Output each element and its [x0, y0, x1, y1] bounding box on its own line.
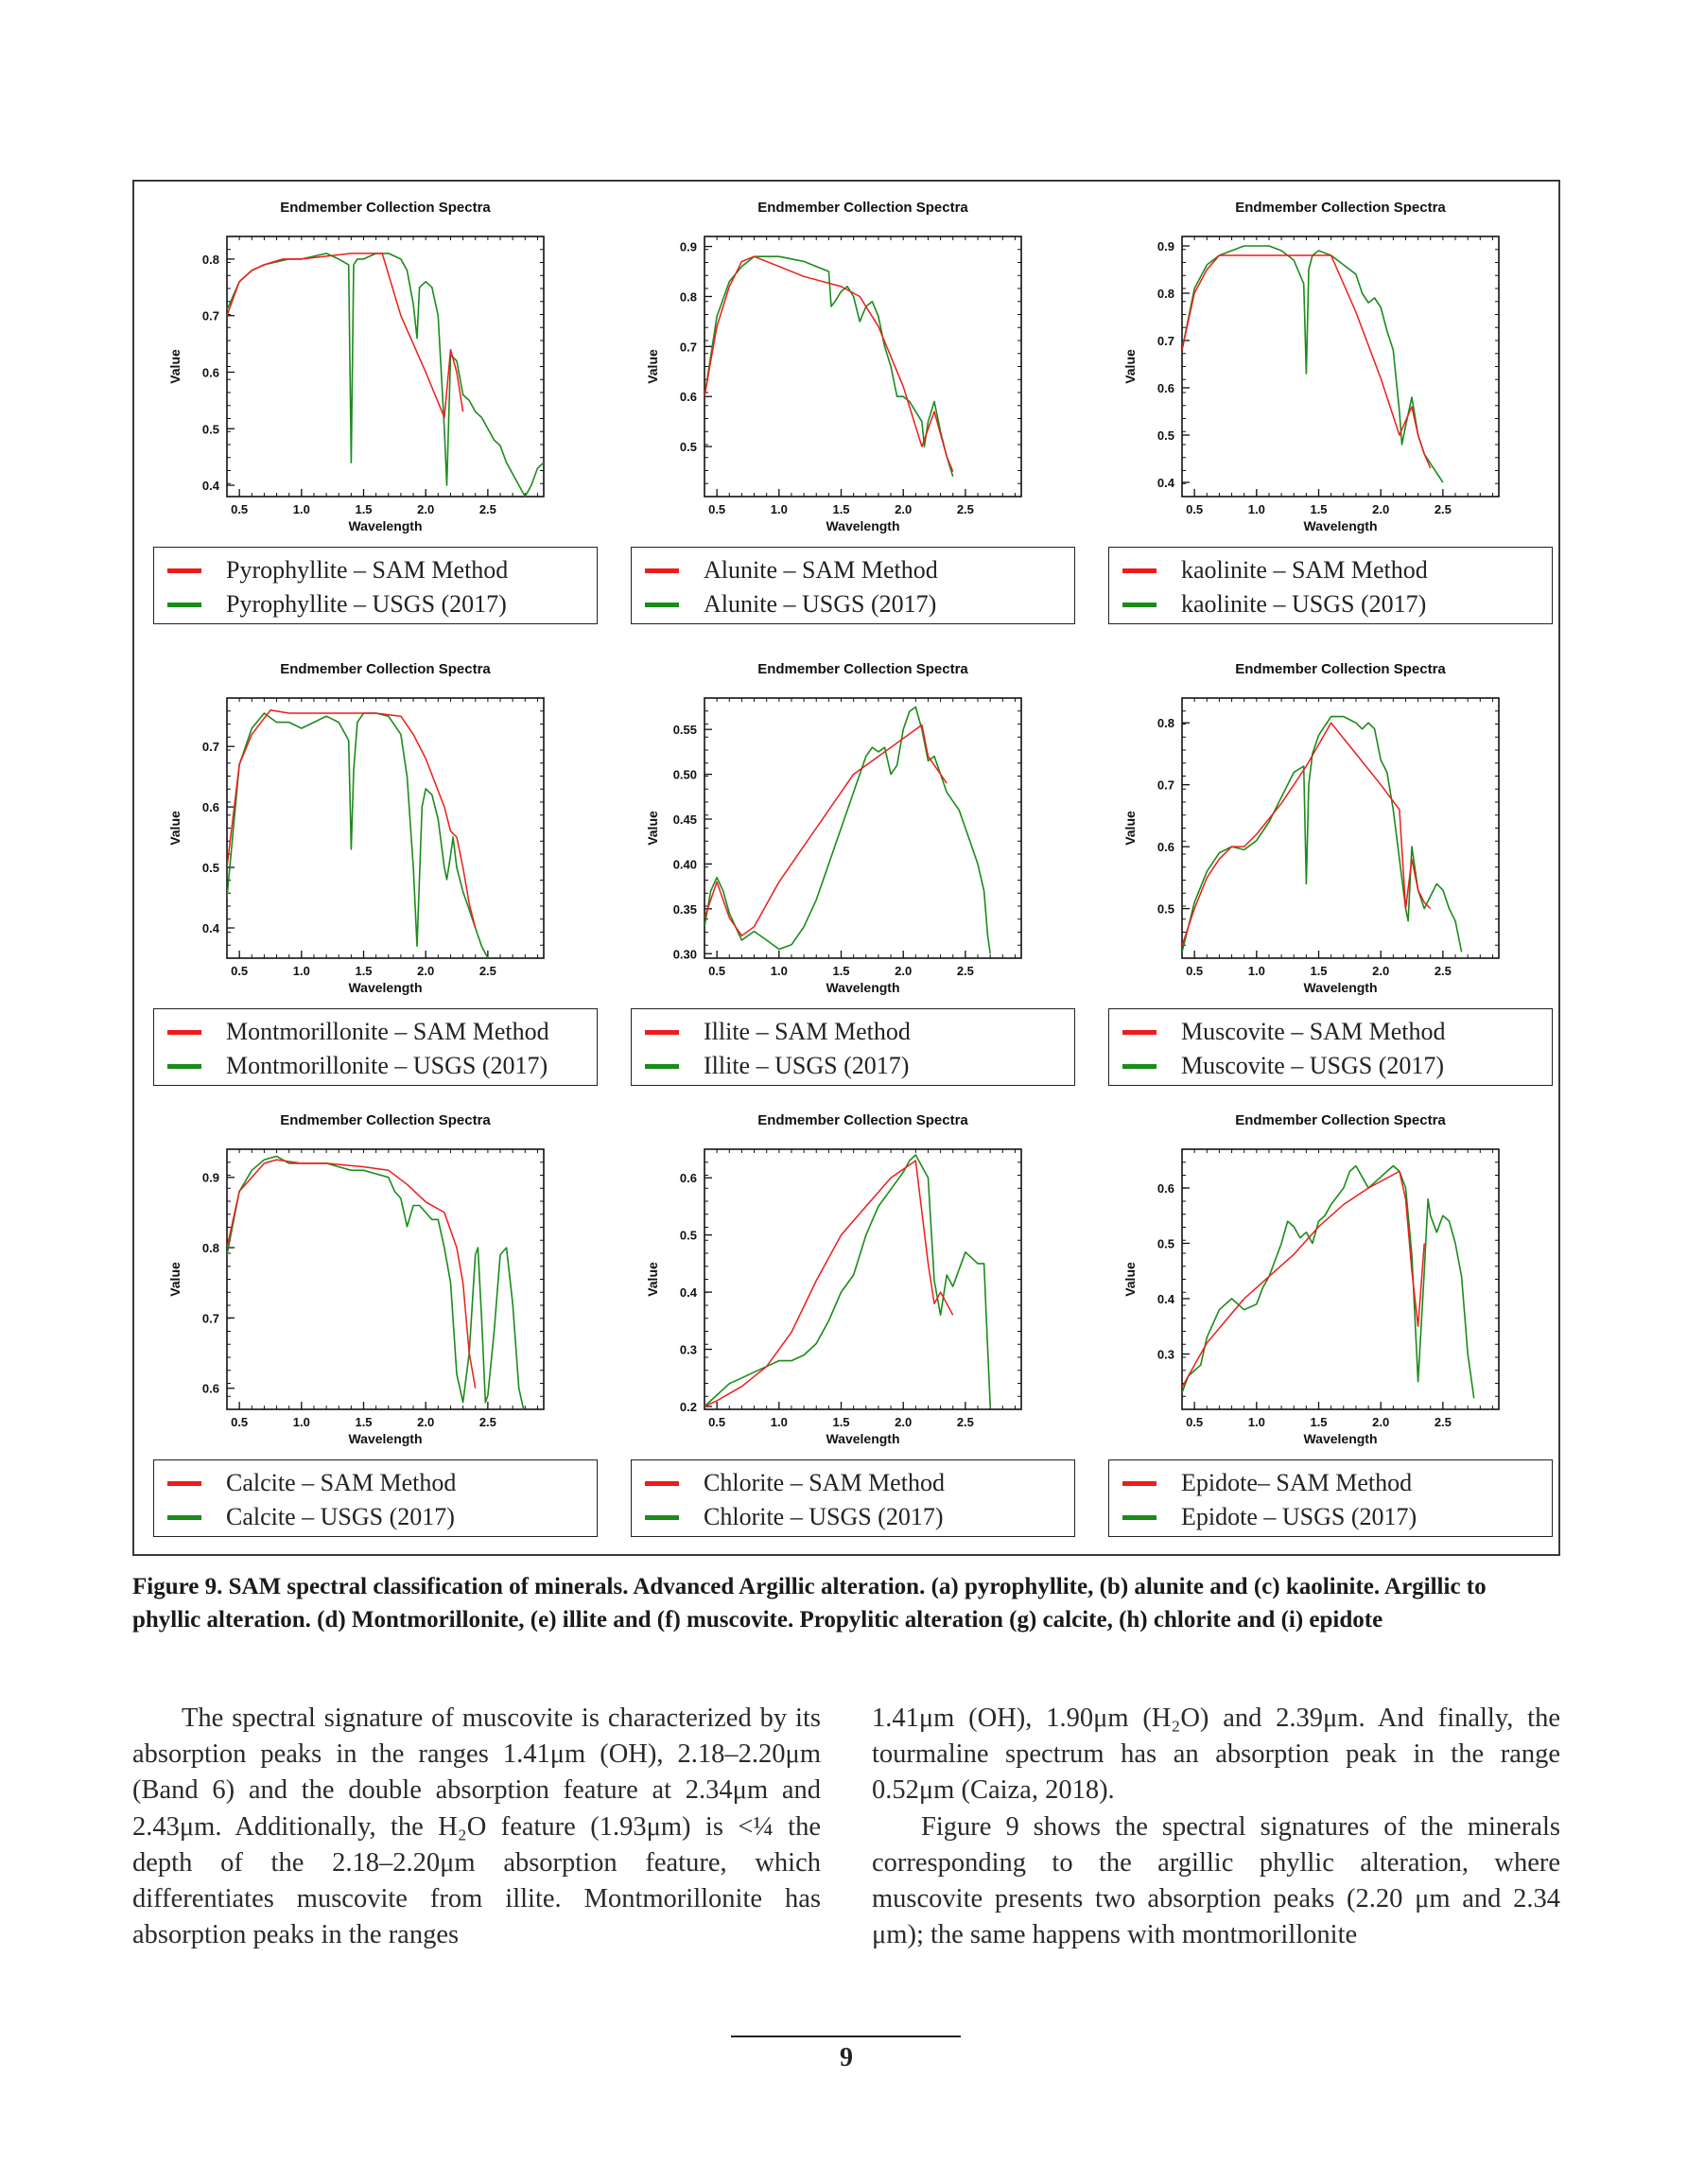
spectra-chart	[1097, 1102, 1560, 1476]
legend-entry	[632, 1500, 1074, 1534]
spectra-chart	[142, 1102, 605, 1476]
y-tick-label: 0.5	[201, 861, 219, 876]
x-tick-label: 1.0	[292, 964, 310, 978]
x-tick-label: 2.5	[1434, 964, 1452, 978]
legend-entry	[154, 1500, 597, 1534]
plot-area	[1182, 1149, 1499, 1409]
spectra-chart	[619, 651, 1083, 1024]
spectra-panel	[619, 651, 1083, 1095]
legend-label: kaolinite – SAM Method	[1181, 556, 1428, 584]
legend-label: Montmorillonite – SAM Method	[226, 1018, 549, 1045]
plot-area	[1182, 698, 1499, 958]
y-tick-label: 0.6	[201, 365, 219, 380]
y-tick-label: 0.4	[201, 921, 219, 936]
legend-swatch	[1122, 568, 1157, 573]
x-tick-label: 2.0	[1372, 502, 1390, 516]
right-paragraph-1: 1.41μm (OH), 1.90μm (H₂O) and 2.39μm. And finally, the tourmaline spectrum has an absorption peak in the range 0.52μm (Caiza, 2018).	[872, 1704, 1560, 1806]
legend-label: Alunite – USGS (2017)	[704, 590, 937, 618]
x-tick-label: 0.5	[231, 502, 249, 516]
x-tick-label: 1.0	[770, 964, 788, 978]
chart-legend	[631, 547, 1075, 624]
chart-title: Endmember Collection Spectra	[757, 661, 968, 677]
x-tick-label: 0.5	[708, 964, 726, 978]
y-axis-label: Value	[645, 349, 660, 384]
spectra-panel	[142, 1102, 605, 1546]
legend-label: Epidote – USGS (2017)	[1181, 1503, 1417, 1530]
x-axis-label: Wavelength	[1303, 1431, 1378, 1446]
page-number: 9	[840, 2043, 853, 2072]
x-tick-label: 1.5	[355, 1415, 373, 1429]
legend-label: Chlorite – USGS (2017)	[704, 1503, 944, 1530]
y-tick-label: 0.9	[679, 239, 697, 254]
y-tick-label: 0.55	[672, 723, 697, 738]
x-axis-label: Wavelength	[348, 1431, 423, 1446]
spectra-chart	[619, 189, 1083, 563]
legend-entry	[632, 587, 1074, 621]
spectra-panel	[142, 651, 605, 1095]
x-tick-label: 2.5	[956, 502, 974, 516]
legend-swatch	[645, 1481, 679, 1486]
legend-label: Calcite – USGS (2017)	[226, 1503, 455, 1530]
legend-entry	[632, 553, 1074, 587]
y-tick-label: 0.8	[679, 289, 697, 305]
y-tick-label: 0.5	[1157, 428, 1174, 443]
x-tick-label: 2.0	[1372, 1415, 1390, 1429]
x-tick-label: 0.5	[708, 1415, 726, 1429]
x-tick-label: 1.0	[1247, 964, 1265, 978]
spectra-panel	[142, 189, 605, 634]
chart-legend	[1108, 1459, 1553, 1537]
x-tick-label: 1.0	[292, 502, 310, 516]
x-axis-label: Wavelength	[1303, 518, 1378, 533]
y-tick-label: 0.5	[201, 422, 219, 437]
chart-title: Endmember Collection Spectra	[280, 661, 491, 677]
x-tick-label: 1.5	[832, 964, 850, 978]
legend-swatch	[1122, 1030, 1157, 1035]
chart-title: Endmember Collection Spectra	[1235, 200, 1446, 216]
y-tick-label: 0.9	[1157, 239, 1174, 253]
x-axis-label: Wavelength	[826, 980, 900, 995]
legend-label: Montmorillonite – USGS (2017)	[226, 1052, 548, 1079]
y-axis-label: Value	[645, 811, 660, 846]
y-tick-label: 0.5	[1157, 1236, 1174, 1251]
x-tick-label: 1.0	[770, 502, 788, 516]
legend-entry	[632, 1015, 1074, 1049]
plot-area	[227, 1149, 544, 1409]
y-tick-label: 0.30	[672, 947, 697, 962]
y-axis-label: Value	[1122, 349, 1138, 384]
x-tick-label: 2.0	[895, 1415, 913, 1429]
chart-title: Endmember Collection Spectra	[280, 200, 491, 216]
y-tick-label: 0.6	[1157, 1180, 1174, 1196]
y-tick-label: 0.8	[201, 252, 219, 267]
legend-entry	[632, 1466, 1074, 1500]
x-tick-label: 1.5	[832, 1415, 850, 1429]
legend-entry	[154, 1466, 597, 1500]
legend-swatch	[1122, 1481, 1157, 1486]
legend-entry	[154, 587, 597, 621]
x-tick-label: 2.0	[417, 1415, 435, 1429]
x-tick-label: 2.5	[478, 502, 496, 516]
spectra-panel	[1097, 189, 1560, 634]
spectra-panel	[619, 189, 1083, 634]
x-tick-label: 2.0	[417, 964, 435, 978]
spectra-panel	[1097, 1102, 1560, 1546]
y-tick-label: 0.9	[201, 1170, 219, 1185]
y-tick-label: 0.4	[1157, 476, 1174, 490]
legend-swatch	[1122, 603, 1157, 607]
y-tick-label: 0.6	[679, 1171, 697, 1186]
legend-entry	[1109, 553, 1552, 587]
figure-caption: Figure 9. SAM spectral classification of minerals. Advanced Argillic alteration. (a) pyrophyllite, (b) alunite and (c) kaolinite. Argillic to phyllic alteration. (d) Montmorillonite, (e) illite and (f) muscovite. Propylitic alteration (g) calcite, (h) chlorite and (i) epidote	[132, 1574, 1487, 1633]
x-axis-label: Wavelength	[348, 518, 423, 533]
x-axis-label: Wavelength	[1303, 980, 1378, 995]
y-tick-label: 0.35	[672, 901, 697, 917]
chart-title: Endmember Collection Spectra	[757, 1112, 968, 1128]
y-tick-label: 0.7	[679, 340, 697, 355]
y-tick-label: 0.7	[1157, 334, 1174, 348]
legend-entry	[154, 1015, 597, 1049]
plot-area	[704, 1149, 1021, 1409]
y-tick-label: 0.5	[1157, 901, 1174, 917]
plot-area	[227, 698, 544, 958]
legend-swatch	[645, 568, 679, 573]
chart-legend	[631, 1459, 1075, 1537]
x-tick-label: 2.5	[478, 1415, 496, 1429]
legend-label: Illite – USGS (2017)	[704, 1052, 910, 1079]
chart-legend	[153, 1008, 598, 1086]
legend-swatch	[1122, 1515, 1157, 1520]
chart-title: Endmember Collection Spectra	[1235, 661, 1446, 677]
legend-swatch	[1122, 1064, 1157, 1069]
legend-label: Illite – SAM Method	[704, 1018, 911, 1045]
chart-title: Endmember Collection Spectra	[757, 200, 968, 216]
y-tick-label: 0.7	[201, 1311, 219, 1326]
x-tick-label: 1.5	[1310, 1415, 1328, 1429]
spectra-panel	[619, 1102, 1083, 1546]
y-tick-label: 0.4	[679, 1285, 697, 1301]
spectra-chart	[1097, 189, 1560, 563]
legend-label: Muscovite – USGS (2017)	[1181, 1052, 1445, 1079]
legend-entry	[1109, 1500, 1552, 1534]
x-tick-label: 0.5	[708, 502, 726, 516]
y-axis-label: Value	[167, 349, 183, 384]
chart-title: Endmember Collection Spectra	[1235, 1112, 1446, 1128]
x-tick-label: 0.5	[1186, 964, 1204, 978]
y-tick-label: 0.8	[1157, 716, 1174, 731]
x-tick-label: 1.5	[1310, 964, 1328, 978]
y-tick-label: 0.5	[679, 1228, 697, 1243]
y-tick-label: 0.5	[679, 440, 697, 455]
x-tick-label: 1.0	[292, 1415, 310, 1429]
legend-entry	[1109, 1049, 1552, 1083]
x-tick-label: 1.5	[355, 964, 373, 978]
legend-entry	[1109, 1015, 1552, 1049]
x-tick-label: 2.5	[1434, 502, 1452, 516]
chart-legend	[153, 1459, 598, 1537]
x-tick-label: 1.5	[832, 502, 850, 516]
legend-label: Muscovite – SAM Method	[1181, 1018, 1446, 1045]
spectra-panel	[1097, 651, 1560, 1095]
chart-legend	[631, 1008, 1075, 1086]
legend-swatch	[167, 1064, 201, 1069]
body-right-column	[872, 1701, 1560, 1953]
legend-swatch	[645, 1030, 679, 1035]
y-tick-label: 0.6	[1157, 381, 1174, 395]
y-tick-label: 0.6	[679, 390, 697, 405]
y-axis-label: Value	[167, 811, 183, 846]
legend-label: Pyrophyllite – SAM Method	[226, 556, 509, 584]
y-tick-label: 0.7	[1157, 778, 1174, 793]
x-tick-label: 1.5	[1310, 502, 1328, 516]
chart-legend	[1108, 547, 1553, 624]
spectra-chart	[1097, 651, 1560, 1024]
footer-rule	[731, 2035, 961, 2037]
x-tick-label: 1.5	[355, 502, 373, 516]
x-tick-label: 2.0	[895, 502, 913, 516]
chart-legend	[153, 547, 598, 624]
legend-entry	[1109, 587, 1552, 621]
legend-entry	[154, 1049, 597, 1083]
y-tick-label: 0.7	[201, 740, 219, 755]
x-tick-label: 2.0	[1372, 964, 1390, 978]
legend-label: Pyrophyllite – USGS (2017)	[226, 590, 507, 618]
chart-title: Endmember Collection Spectra	[280, 1112, 491, 1128]
y-tick-label: 0.8	[201, 1241, 219, 1256]
y-axis-label: Value	[645, 1262, 660, 1297]
legend-label: Alunite – SAM Method	[704, 556, 938, 584]
y-axis-label: Value	[1122, 1262, 1138, 1297]
legend-swatch	[645, 1064, 679, 1069]
y-tick-label: 0.4	[201, 479, 219, 494]
y-tick-label: 0.4	[1157, 1291, 1174, 1306]
y-axis-label: Value	[1122, 811, 1138, 846]
x-axis-label: Wavelength	[826, 1431, 900, 1446]
y-tick-label: 0.50	[672, 767, 697, 782]
y-tick-label: 0.7	[201, 308, 219, 323]
x-tick-label: 2.5	[478, 964, 496, 978]
y-tick-label: 0.6	[201, 800, 219, 815]
y-axis-label: Value	[167, 1262, 183, 1297]
x-tick-label: 1.0	[1247, 502, 1265, 516]
chart-legend	[1108, 1008, 1553, 1086]
y-tick-label: 0.40	[672, 857, 697, 872]
legend-swatch	[645, 1515, 679, 1520]
legend-label: Chlorite – SAM Method	[704, 1469, 945, 1496]
legend-swatch	[167, 568, 201, 573]
y-tick-label: 0.3	[679, 1342, 697, 1357]
x-tick-label: 0.5	[1186, 1415, 1204, 1429]
legend-label: Epidote– SAM Method	[1181, 1469, 1413, 1496]
x-tick-label: 0.5	[231, 964, 249, 978]
legend-label: Calcite – SAM Method	[226, 1469, 457, 1496]
plot-area	[227, 236, 544, 497]
y-tick-label: 0.45	[672, 812, 697, 828]
plot-area	[704, 698, 1021, 958]
body-left-column	[132, 1701, 821, 1953]
x-axis-label: Wavelength	[826, 518, 900, 533]
legend-swatch	[167, 603, 201, 607]
legend-entry	[154, 553, 597, 587]
plot-area	[704, 236, 1021, 497]
y-tick-label: 0.6	[201, 1381, 219, 1396]
spectra-chart	[142, 651, 605, 1024]
x-tick-label: 2.0	[417, 502, 435, 516]
legend-swatch	[167, 1481, 201, 1486]
x-tick-label: 0.5	[231, 1415, 249, 1429]
x-tick-label: 0.5	[1186, 502, 1204, 516]
legend-swatch	[645, 603, 679, 607]
y-tick-label: 0.6	[1157, 840, 1174, 855]
x-tick-label: 2.5	[956, 1415, 974, 1429]
x-tick-label: 2.0	[895, 964, 913, 978]
right-paragraph-2: Figure 9 shows the spectral signatures of the minerals corresponding to the argillic phyllic alteration, where muscovite presents two absorption peaks (2.20 μm and 2.34 μm); the same happens with montmorillonite	[872, 1811, 1560, 1950]
x-tick-label: 1.0	[1247, 1415, 1265, 1429]
y-tick-label: 0.3	[1157, 1347, 1174, 1362]
x-tick-label: 1.0	[770, 1415, 788, 1429]
spectra-chart	[619, 1102, 1083, 1476]
y-tick-label: 0.8	[1157, 287, 1174, 301]
legend-entry	[1109, 1466, 1552, 1500]
x-axis-label: Wavelength	[348, 980, 423, 995]
spectra-chart	[142, 189, 605, 563]
left-paragraph: The spectral signature of muscovite is characterized by its absorption peaks in the ranges 1.41μm (OH), 2.18–2.20μm (Band 6) and the double absorption feature at 2.34μm and 2.43μm. Additionally, the H₂O feature (1.93μm) is <¼ the depth of the 2.18–2.20μm absorption feature, which differentiates muscovite from illite. Montmorillonite has absorption peaks in the ranges	[132, 1704, 821, 1950]
y-tick-label: 0.2	[679, 1399, 697, 1414]
legend-swatch	[167, 1515, 201, 1520]
legend-entry	[632, 1049, 1074, 1083]
legend-swatch	[167, 1030, 201, 1035]
x-tick-label: 2.5	[956, 964, 974, 978]
legend-label: kaolinite – USGS (2017)	[1181, 590, 1427, 618]
x-tick-label: 2.5	[1434, 1415, 1452, 1429]
